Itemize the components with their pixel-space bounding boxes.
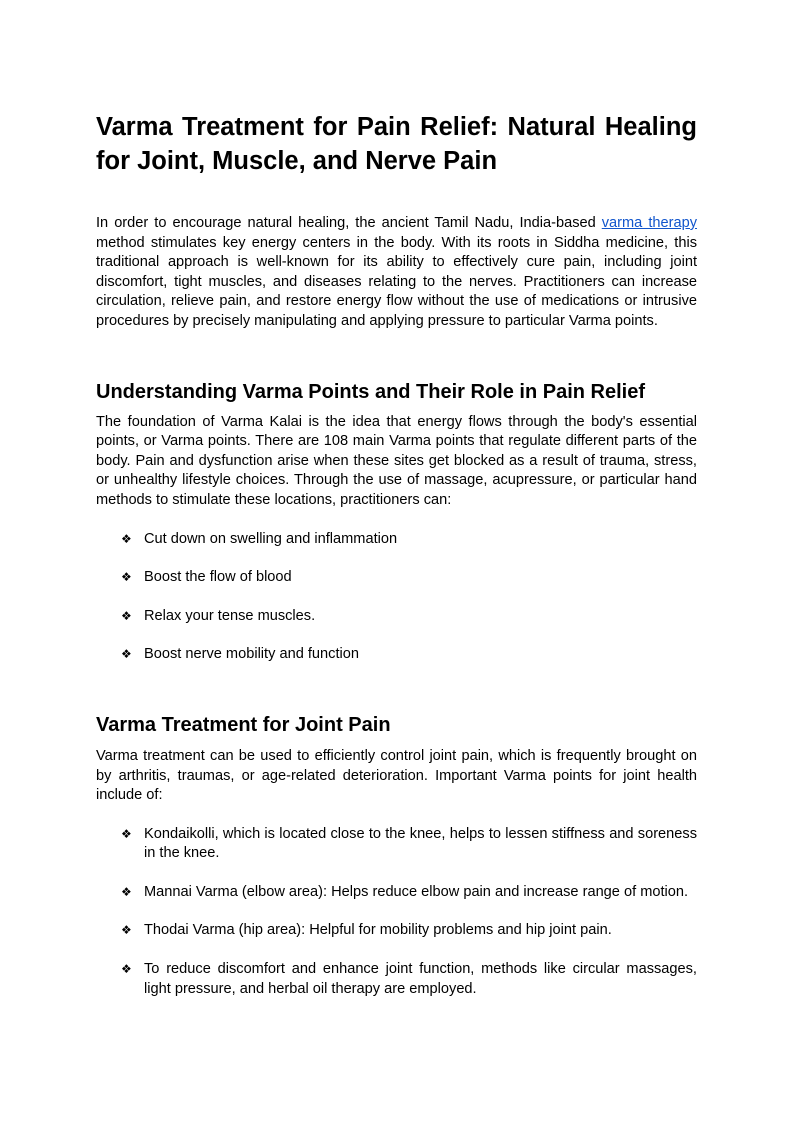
list-item [96,921,697,941]
section-paragraph-understanding-varma-points: The foundation of Varma Kalai is the idea that energy flows through the body's essential points, or Varma points. There are 108 main Varma points that regulate different parts of the body. Pain and dysfunction arise when these sites get blocked as a result of trauma, stress, or unhealthy lifestyle choices. Through the use of massage, acupressure, or particular hand methods to stimulate these locations, practitioners can: [96,413,697,508]
diamond-bullet-icon: ❖ [121,570,132,585]
list-item [96,607,697,627]
joint-points-list [96,825,697,1000]
list-item-text: Cut down on swelling and inflammation [144,530,398,547]
list-item [96,568,697,588]
diamond-bullet-icon: ❖ [121,531,132,546]
list-item-text: Mannai Varma (elbow area): Helps reduce elbow pain and increase range of motion. [144,883,689,900]
list-item-text: Relax your tense muscles. [144,607,316,624]
varma-therapy-link[interactable]: varma therapy [601,215,697,231]
list-item [96,825,697,864]
section-paragraph-joint-pain: Varma treatment can be used to efficiently control joint pain, which is frequently brought on by arthritis, traumas, or age-related deterioration. Important Varma points for joint health include of: [96,747,697,804]
diamond-bullet-icon: ❖ [121,884,132,899]
diamond-bullet-icon: ❖ [121,923,132,938]
intro-paragraph [96,214,697,332]
list-item [96,960,697,999]
intro-text-start: In order to encourage natural healing, the ancient Tamil Nadu, India-based [96,215,602,231]
list-item [96,645,697,665]
diamond-bullet-icon: ❖ [121,608,132,623]
benefits-list [96,530,697,665]
document-page [96,110,697,999]
diamond-bullet-icon: ❖ [121,962,132,977]
list-item-text: Boost nerve mobility and function [144,646,359,663]
list-item-text: Boost the flow of blood [144,569,292,586]
intro-text-end: method stimulates key energy centers in the body. With its roots in Siddha medicine, this traditional approach is well-known for its ability to effectively cure pain, including joint discomfort, tight muscles, and diseases relating to the nerves. Practitioners can increase circulation, relieve pain, and restore energy flow without the use of medications or intrusive procedures by precisely manipulating and applying pressure to particular Varma points. [96,234,697,329]
diamond-bullet-icon: ❖ [121,826,132,841]
list-item-text: Thodai Varma (hip area): Helpful for mobility problems and hip joint pain. [144,922,612,939]
list-item-text: To reduce discomfort and enhance joint function, methods like circular massages, light pressure, and herbal oil therapy are employed. [144,961,697,997]
section-heading-understanding-varma-points: Understanding Varma Points and Their Role in Pain Relief [96,380,645,403]
article-title: Varma Treatment for Pain Relief: Natural Healing for Joint, Muscle, and Nerve Pain [96,113,697,175]
list-item [96,883,697,903]
list-item-text: Kondaikolli, which is located close to the knee, helps to lessen stiffness and soreness in the knee. [144,825,697,862]
diamond-bullet-icon: ❖ [121,647,132,662]
section-heading-joint-pain: Varma Treatment for Joint Pain [96,713,391,736]
list-item [96,530,697,550]
